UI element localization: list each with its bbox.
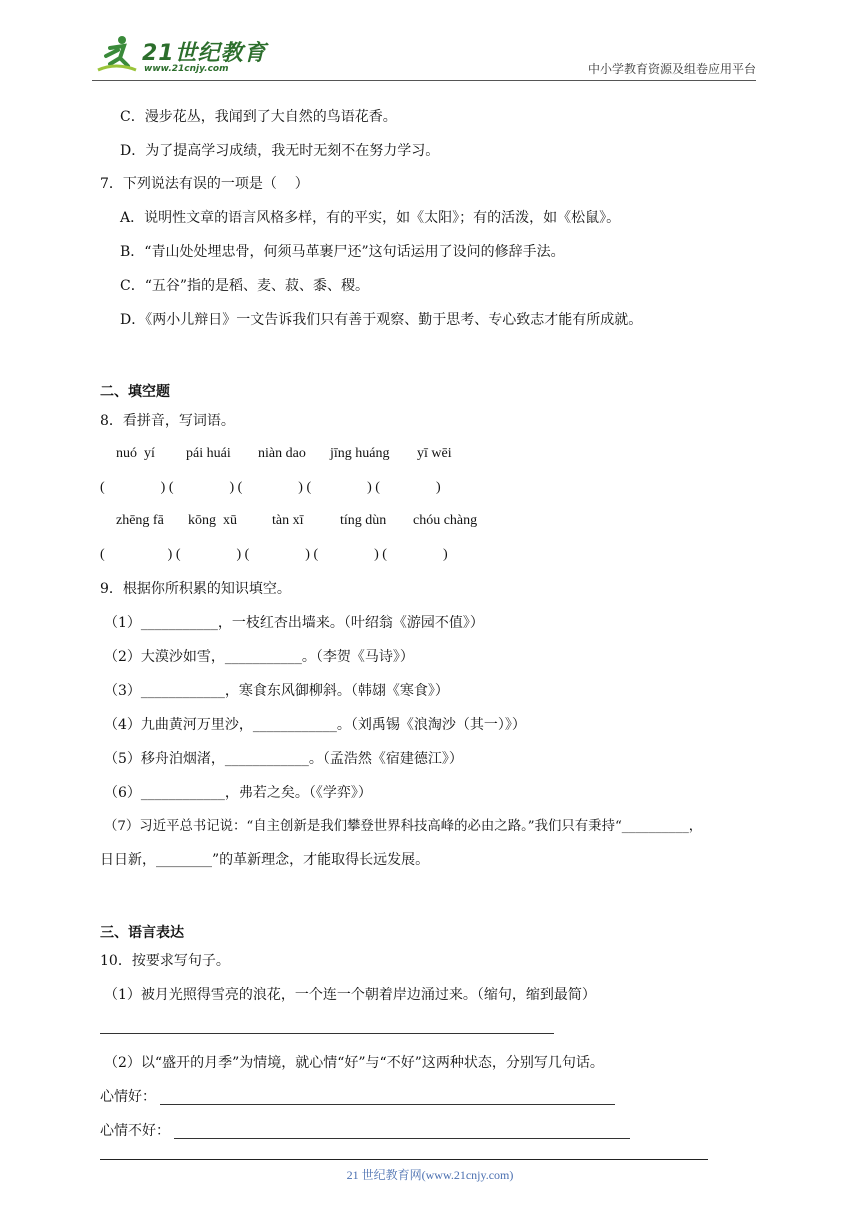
q9-stem: 9．根据你所积累的知识填空。 <box>100 581 291 597</box>
q7-option-a: A．说明性文章的语言风格多样，有的平实，如《太阳》；有的活泼，如《松鼠》。 <box>120 210 621 226</box>
running-figure-icon <box>96 34 138 74</box>
good-mood-answer-line[interactable] <box>160 1104 615 1105</box>
q7-option-c: C．“五谷”指的是稻、麦、菽、黍、稷。 <box>120 278 370 294</box>
pinyin-item: kōng xū <box>188 513 237 528</box>
logo-title: 21世纪教育 <box>142 41 267 66</box>
bad-mood-label: 心情不好： <box>100 1123 170 1139</box>
q9-item-continued: 日日新，________”的革新理念，才能取得长远发展。 <box>100 852 430 868</box>
footer-divider <box>100 1159 708 1160</box>
header-divider <box>92 80 756 81</box>
q10-stem: 10．按要求写句子。 <box>100 953 230 969</box>
pinyin-item: chóu chàng <box>413 513 478 528</box>
pinyin-item: yī wēi <box>417 446 452 461</box>
bad-mood-answer-line[interactable] <box>174 1138 630 1139</box>
logo-url: www.21cnjy.com <box>144 64 229 74</box>
q8-stem: 8．看拼音，写词语。 <box>100 413 235 429</box>
pinyin-item: pái huái <box>186 446 231 461</box>
section-title-fill-blank: 二、填空题 <box>100 384 170 400</box>
site-logo[interactable] <box>92 30 292 78</box>
pinyin-item: niàn dao <box>258 446 306 461</box>
pinyin-item: zhēng fā <box>116 513 164 528</box>
q6-option-c: C．漫步花丛，我闻到了大自然的鸟语花香。 <box>120 109 397 125</box>
q9-item: （7）习近平总书记说：“自主创新是我们攀登世界科技高峰的必由之路。”我们只有秉持“__________， <box>104 819 703 834</box>
q6-option-d: D．为了提高学习成绩，我无时无刻不在努力学习。 <box>120 143 440 159</box>
answer-line[interactable] <box>100 1033 554 1034</box>
q7-option-b: B．“青山处处埋忠骨，何须马革裹尸还”这句话运用了设问的修辞手法。 <box>120 244 565 260</box>
q7-stem: 7．下列说法有误的一项是（ ） <box>100 176 309 192</box>
answer-blanks-row[interactable]: ( ) ( ) ( ) ( ) ( ) <box>100 480 441 495</box>
q10-item-1: （1）被月光照得雪亮的浪花，一个连一个朝着岸边涌过来。（缩句，缩到最简） <box>104 987 596 1003</box>
pinyin-item: tíng dùn <box>340 513 387 528</box>
q9-item: （3）____________，寒食东风御柳斜。（韩翃《寒食》） <box>104 683 449 699</box>
pinyin-item: nuó yí <box>116 446 155 461</box>
page-header <box>92 30 756 80</box>
section-title-language-expression: 三、语言表达 <box>100 925 184 941</box>
footer-link[interactable]: 21 世纪教育网(www.21cnjy.com) <box>346 1168 514 1182</box>
q9-item: （6）____________，弗若之矣。（《学弈》） <box>104 785 372 801</box>
good-mood-label: 心情好： <box>100 1089 156 1105</box>
platform-name: 中小学教育资源及组卷应用平台 <box>587 62 756 76</box>
q10-item-2: （2）以“盛开的月季”为情境，就心情“好”与“不好”这两种状态，分别写几句话。 <box>104 1055 604 1071</box>
q9-item: （5）移舟泊烟渚，____________。（孟浩然《宿建德江》） <box>104 751 463 767</box>
answer-blanks-row[interactable]: ( ) ( ) ( ) ( ) ( ) <box>100 547 448 562</box>
pinyin-item: jīng huáng <box>330 446 390 461</box>
q7-option-d: D．《两小儿辩日》一文告诉我们只有善于观察、勤于思考、专心致志才能有所成就。 <box>120 312 643 328</box>
q9-item: （4）九曲黄河万里沙，____________。（刘禹锡《浪淘沙（其一）》） <box>104 717 526 733</box>
pinyin-item: tàn xī <box>272 513 304 528</box>
q9-item: （2）大漠沙如雪，___________。（李贺《马诗》） <box>104 649 414 665</box>
q9-item: （1）___________，一枝红杏出墙来。（叶绍翁《游园不值》） <box>104 615 484 631</box>
